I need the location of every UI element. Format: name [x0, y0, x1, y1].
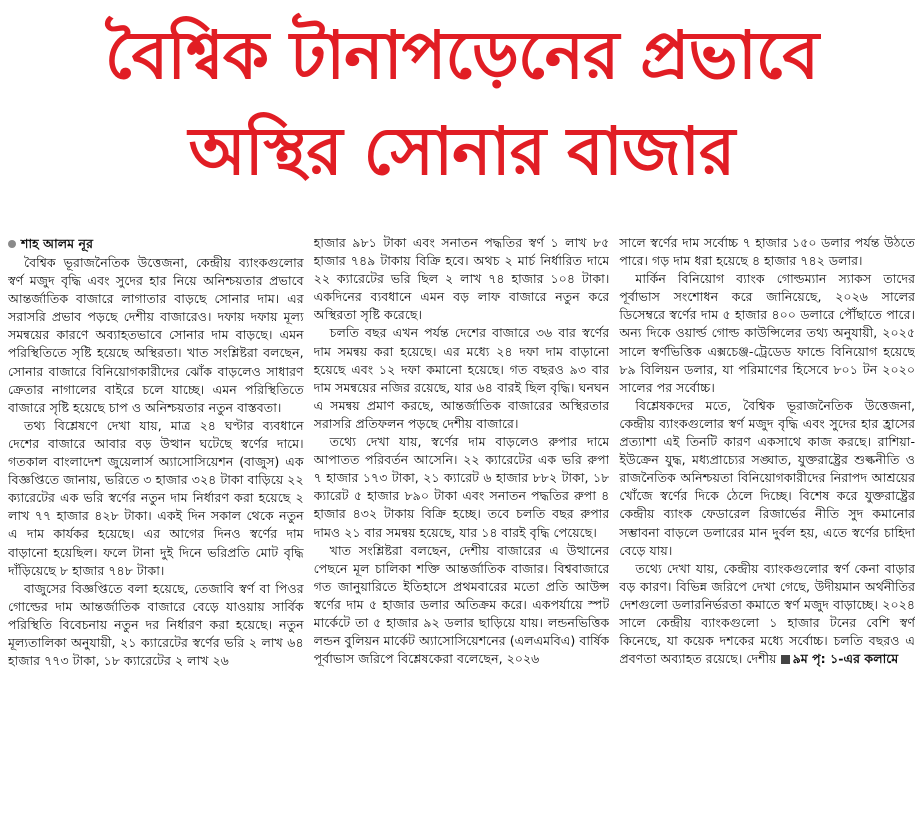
- paragraph: খাত সংশ্লিষ্টরা বলছেন, দেশীয় বাজারের এ উত্থানের পেছনে মূল চালিকা শক্তি আন্তর্জাতিক বাজার। বিশ্ববাজারে গত জানুয়ারিতে ইতিহাসে প্রথমবারের মতো প্রতি আউন্স স্বর্ণের দাম ৫ হাজার ডলার অতিক্রম করে। একপর্যায়ে স্পট মার্কেটে তা ৫ হাজার ৯২ ডলার ছাড়িয়ে যায়। লন্ডনভিত্তিক লন্ডন বুলিয়ন মার্কেট অ্যাসোসিয়েশনের (এলএমবিএ) বার্ষিক পূর্বাভাস জরিপে বিশ্লেষকেরা বলেছেন, ২০২৬: [313, 542, 610, 667]
- article-column-2: [314, 234, 610, 832]
- paragraph: তথ্য বিশ্লেষণে দেখা যায়, মাত্র ২৪ ঘণ্টার ব্যবধানে দেশের বাজারে আবার বড় উত্থান ঘটেছে স্বর্ণের দামে। গতকাল বাংলাদেশ জুয়েলার্স অ্যাসোসিয়েশন (বাজুস) এক বিজ্ঞপ্তিতে জানায়, ভরিতে ৩ হাজার ৩২৪ টাকা বাড়িয়ে ২২ ক্যারেটের এক ভরি স্বর্ণের নতুন দাম নির্ধারণ করা হয়েছে ২ লাখ ৭৭ হাজার ৪২৮ টাকা। একই দিন সকাল থেকে নতুন এ দাম কার্যকর হয়েছে। এর আগের দিনও স্বর্ণের দাম বাড়ানো হয়েছিল। ফলে টানা দুই দিনে ভরিপ্রতি মোট বৃদ্ধি দাঁড়িয়েছে ৮ হাজার ৭৪৮ টাকা।: [8, 417, 304, 578]
- paragraph: মার্কিন বিনিয়োগ ব্যাংক গোল্ডম্যান স্যাকস তাদের পূর্বাভাস সংশোধন করে জানিয়েছে, ২০২৬ সালের ডিসেম্বরে স্বর্ণের দাম ৫ হাজার ৪০০ ডলারে পৌঁছাতে পারে। অন্য দিকে ওয়ার্ল্ড গোল্ড কাউন্সিলের তথ্য অনুযায়ী, ২০২৫ সালে স্বর্ণভিত্তিক এক্সচেঞ্জ-ট্রেডেড ফান্ডে বিনিয়োগ হয়েছে ৮৯ বিলিয়ন ডলার, যা পরিমাণের হিসেবে ৮০১ টন ২০২০ সালের পর সর্বোচ্চ।: [619, 271, 916, 395]
- paragraph-with-jump: [619, 560, 915, 669]
- headline: [0, 8, 923, 200]
- headline-line-1: বৈশ্বিক টানাপড়েনের প্রভাবে: [104, 17, 819, 94]
- author-name: শাহ আলম নূর: [21, 236, 93, 251]
- paragraph: চলতি বছর এখন পর্যন্ত দেশের বাজারে ৩৬ বার স্বর্ণের দাম সমন্বয় করা হয়েছে। এর মধ্যে ২৪ দফা দাম বাড়ানো হয়েছে এবং ১২ দফা কমানো হয়েছে। গত বছরও ৯৩ বার দাম সমন্বয়ের নজির রয়েছে, যার ৬৪ বারই ছিল বৃদ্ধি। ঘনঘন এ সমন্বয় প্রমাণ করছে, আন্তর্জাতিক বাজারের অস্থিরতার সরাসরি প্রতিফলন পড়ছে দেশীয় বাজারে।: [313, 325, 610, 431]
- continuation-note[interactable]: [777, 651, 899, 666]
- article-body: [8, 234, 915, 832]
- paragraph: সালে স্বর্ণের দাম সর্বোচ্চ ৭ হাজার ১৫০ ডলার পর্যন্ত উঠতে পারে। গড় দাম ধরা হয়েছে ৪ হাজার ৭৪২ ডলার।: [619, 235, 916, 269]
- article-column-3: [619, 234, 915, 832]
- paragraph: বাজুসের বিজ্ঞপ্তিতে বলা হয়েছে, তেজাবি স্বর্ণ বা পিওর গোল্ডের দাম আন্তর্জাতিক বাজারে বেড়ে যাওয়ায় সার্বিক পরিস্থিতি বিবেচনায় নতুন দর নির্ধারণ করা হয়েছে। নতুন মূল্যতালিকা অনুযায়ী, ২১ ক্যারেটের স্বর্ণের ভরি ২ লাখ ৬৪ হাজার ৭৭৩ টাকা, ১৮ ক্যারেটের ২ লাখ ২৬: [8, 580, 304, 669]
- headline-line-2: অস্থির সোনার বাজার: [188, 113, 735, 190]
- bullet-icon: [8, 240, 16, 248]
- paragraph: তথ্যে দেখা যায়, স্বর্ণের দাম বাড়লেও রুপার দামে আপাতত পরিবর্তন আসেনি। ২২ ক্যারেটের এক ভরি রুপা ৭ হাজার ১৭৩ টাকা, ২১ ক্যারেট ৬ হাজার ৮৮২ টাকা, ১৮ ক্যারেট ৫ হাজার ৮৯০ টাকা এবং সনাতন পদ্ধতির রুপা ৪ হাজার ৪৩২ টাকায় বিক্রি হচ্ছে। তবে চলতি বছর রুপার দামও ২১ বার সমন্বয় হয়েছে, যার ১৪ বারই বৃদ্ধি পেয়েছে।: [313, 434, 610, 540]
- paragraph: হাজার ৯৮১ টাকা এবং সনাতন পদ্ধতির স্বর্ণ ১ লাখ ৮৫ হাজার ৭৪৯ টাকায় বিক্রি হবে। অথচ ২ মার্চ নির্ধারিত দামে ২২ ক্যারেটের ভরি ছিল ২ লাখ ৭৪ হাজার ১০৪ টাকা। একদিনের ব্যবধানে এমন বড় লাফ বাজারে নতুন করে অস্থিরতা সৃষ্টি করেছে।: [313, 235, 610, 323]
- article-column-1: [8, 234, 304, 832]
- continuation-text: ৯ম পৃ: ১-এর কলামে: [792, 651, 899, 667]
- paragraph: তথ্যে দেখা যায়, কেন্দ্রীয় ব্যাংকগুলোর স্বর্ণ কেনা বাড়ার বড় কারণ। বিভিন্ন জরিপে দেখা গেছে, উদীয়মান অর্থনীতির দেশগুলো ডলারনির্ভরতা কমাতে স্বর্ণ মজুদ বাড়াচ্ছে। ২০২৪ সালে কেন্দ্রীয় ব্যাংকগুলো ১ হাজার টনের বেশি স্বর্ণ কিনেছে, যা কয়েক দশকের মধ্যে সর্বোচ্চ। চলতি বছরও এ প্রবণতা অব্যাহত রয়েছে। দেশীয়: [619, 560, 916, 667]
- paragraph: বৈশ্বিক ভূরাজনৈতিক উত্তেজনা, কেন্দ্রীয় ব্যাংকগুলোর স্বর্ণ মজুদ বৃদ্ধি এবং সুদের হার নিয়ে অনিশ্চয়তার প্রভাবে আন্তর্জাতিক বাজারে লাগাতার বাড়ছে সোনার দাম। এর সরাসরি প্রভাব পড়ছে দেশীয় বাজারেও। দফায় দফায় মূল্য সমন্বয়ের কারণে অব্যাহতভাবে সোনার দাম বাড়ছে। এমন পরিস্থিতিতে সৃষ্টি হয়েছে অস্থিরতা। খাত সংশ্লিষ্টরা বলছেন, সোনার বাজারে বিনিয়োগকারীদের ঝোঁক বাড়লেও সাধারণ ক্রেতার নাগালের বাইরে চলে যাচ্ছে। এমন পরিস্থিতিতে বাজারে সৃষ্টি হয়েছে চাপ ও অনিশ্চয়তার নতুন বাস্তবতা।: [8, 255, 304, 415]
- square-marker-icon: [781, 655, 790, 664]
- byline: [8, 234, 304, 254]
- paragraph: বিশ্লেষকদের মতে, বৈশ্বিক ভূরাজনৈতিক উত্তেজনা, কেন্দ্রীয় ব্যাংকগুলোর স্বর্ণ মজুদ বৃদ্ধি এবং সুদের হার হ্রাসের প্রত্যাশা এই তিনটি কারণ একসাথে কাজ করছে। রাশিয়া-ইউক্রেন যুদ্ধ, মধ্যপ্রাচ্যের সঙ্ঘাত, যুক্তরাষ্ট্রের শুল্কনীতি ও রাজনৈতিক অনিশ্চয়তা বিনিয়োগকারীদের নিরাপদ আশ্রয়ের খোঁজে স্বর্ণের দিকে ঠেলে দিচ্ছে। বিশেষ করে যুক্তরাষ্ট্রের কেন্দ্রীয় ব্যাংক ফেডারেল রিজার্ভের নীতি সুদ কমানোর সম্ভাবনা বাড়লে ডলারের মান দুর্বল হয়, এতে স্বর্ণের চাহিদা বেড়ে যায়।: [619, 397, 916, 558]
